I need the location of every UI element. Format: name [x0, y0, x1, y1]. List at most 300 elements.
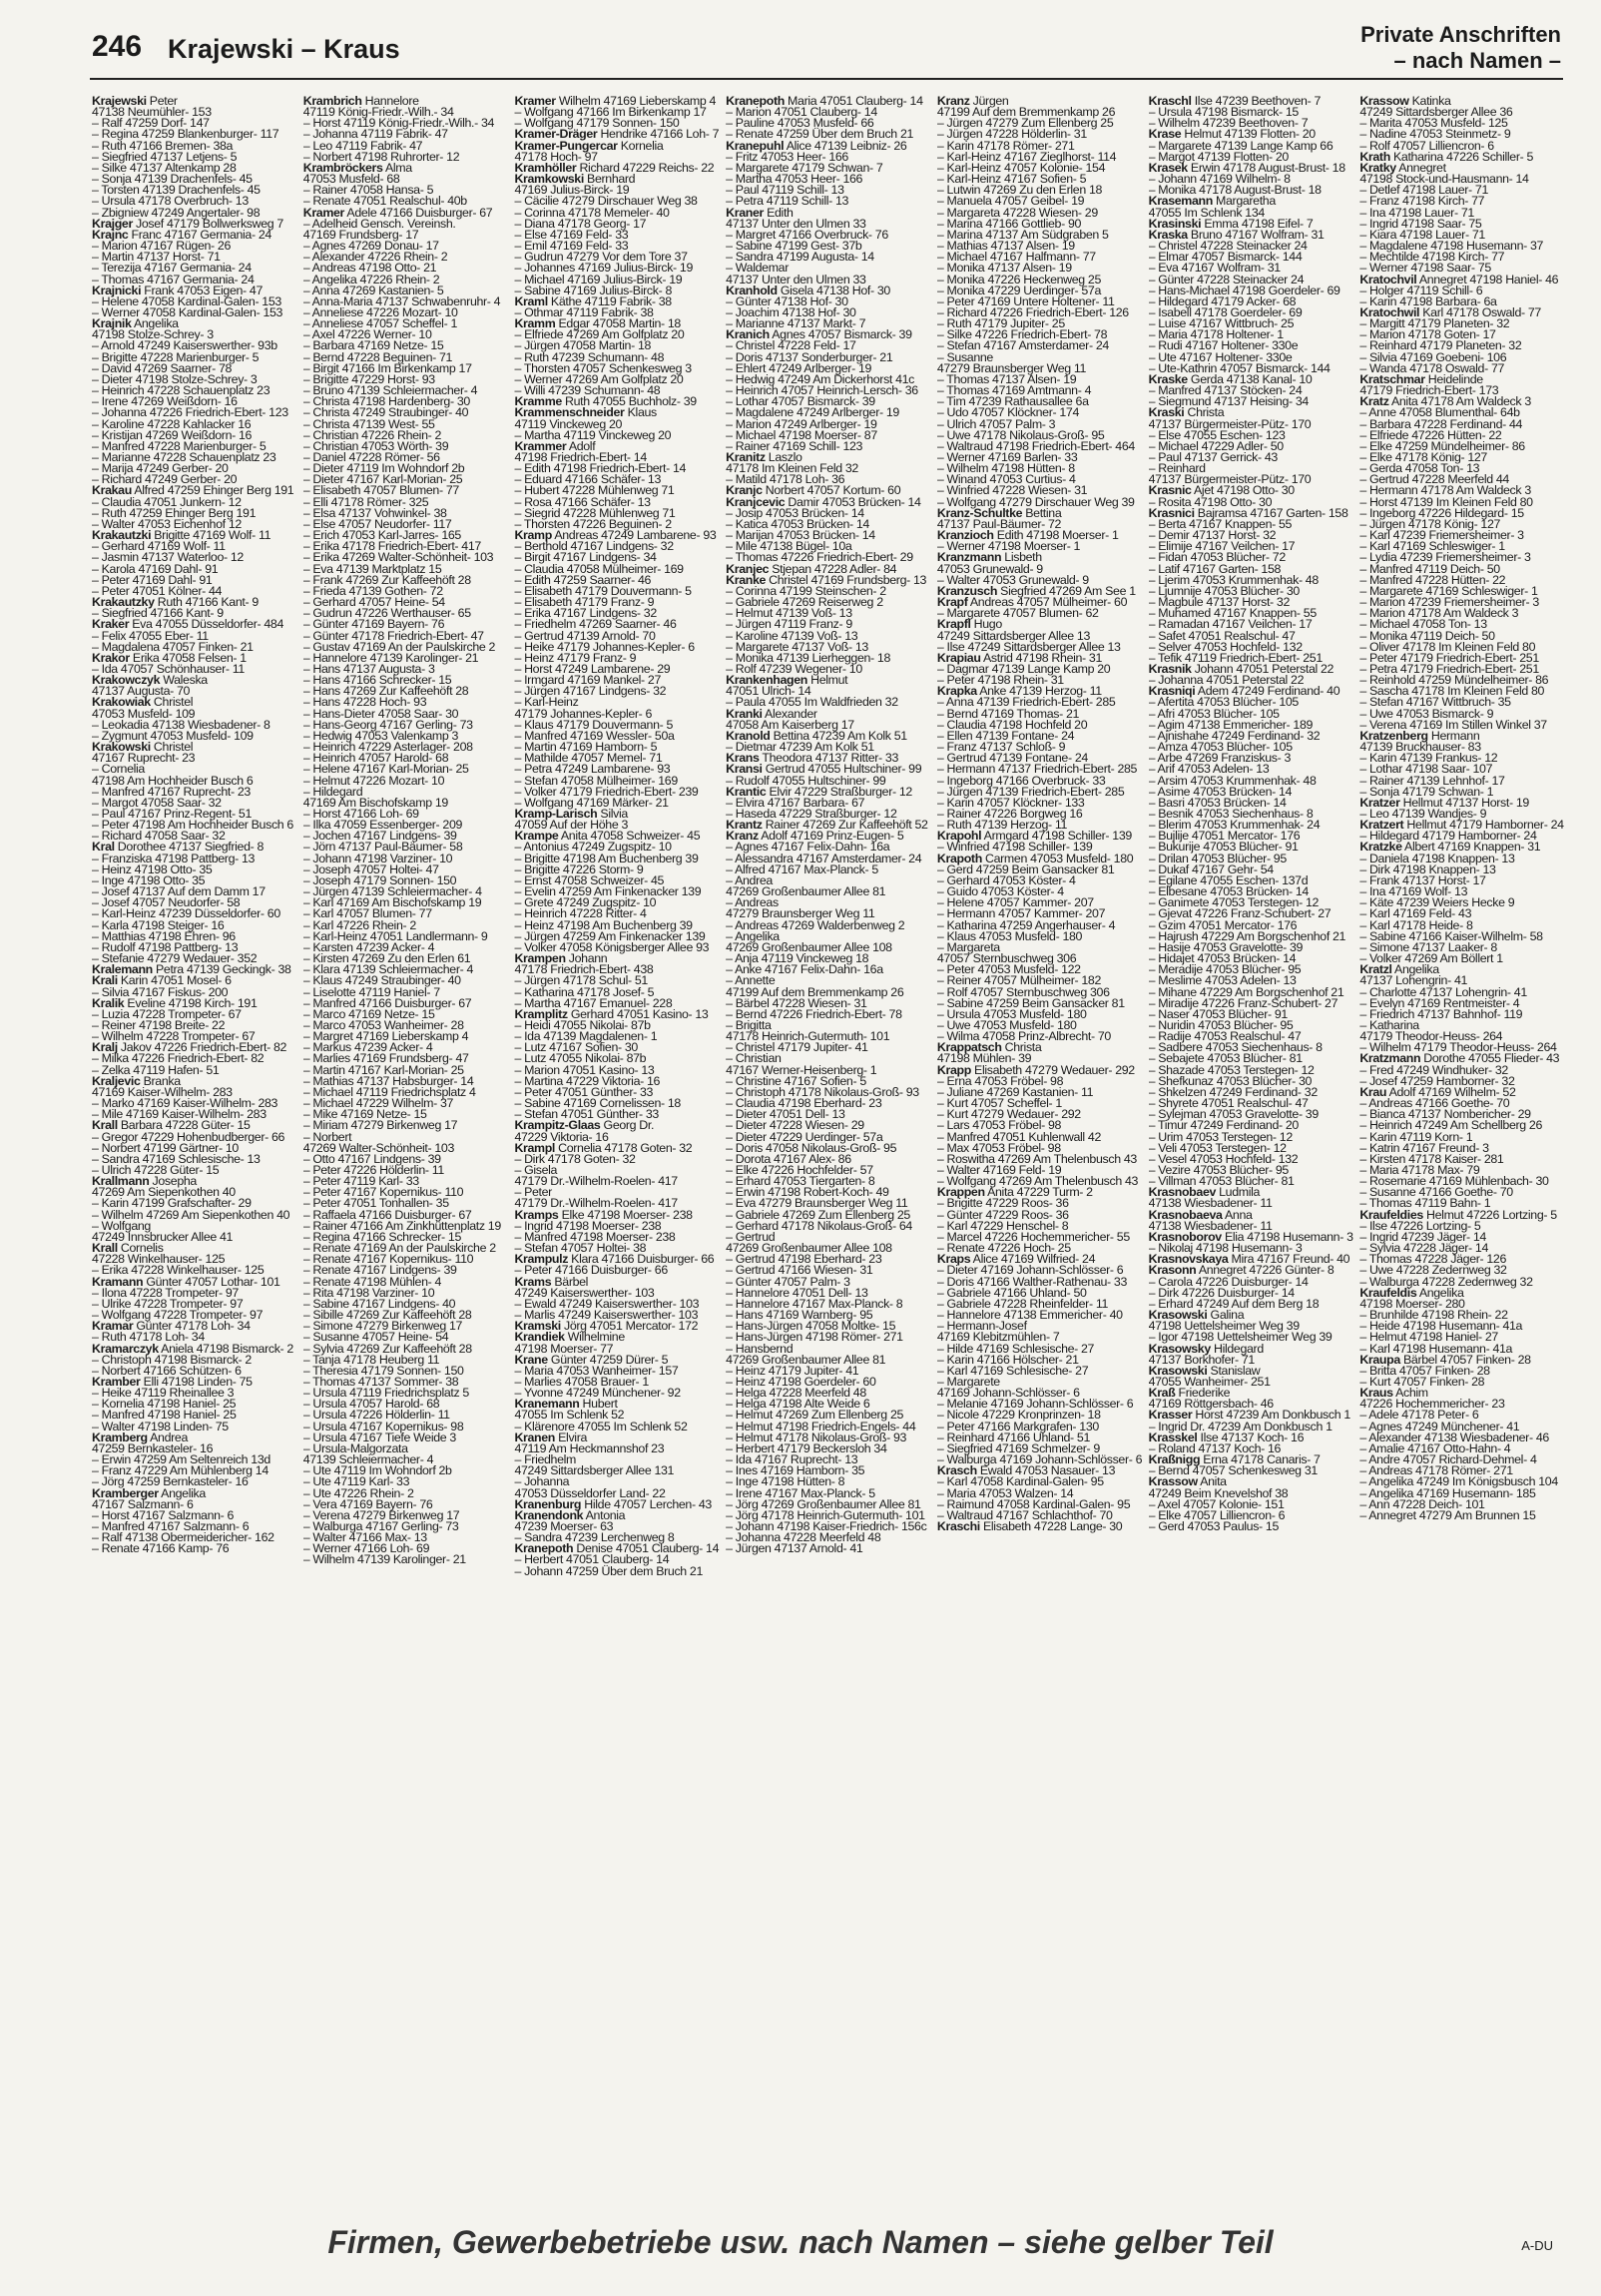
directory-entry: – Irmgard 47169 Mankel- 27: [514, 673, 661, 688]
directory-entry: Krammenschneider Klaus: [514, 405, 657, 420]
directory-entry: – Heinz 47179 Jupiter- 41: [726, 1363, 859, 1378]
directory-entry: – Andreas 47269 Walderbenweg 2: [726, 917, 905, 932]
directory-entry: – Marco 47053 Wanheimer- 28: [302, 1017, 464, 1032]
directory-entry: – Alexander 47226 Rhein- 2: [302, 250, 448, 265]
directory-entry: – Kirsten 47178 Kaiser- 281: [1359, 1151, 1504, 1166]
directory-entry: – Reiner 47198 Breite- 22: [92, 1017, 226, 1032]
directory-entry: Krasskel Ilse 47137 Koch- 16: [1148, 1430, 1305, 1444]
directory-entry: – Charlotte 47137 Lohengrin- 41: [1359, 984, 1527, 999]
directory-entry: – Marina 47166 Gottlieb- 90: [936, 216, 1082, 231]
directory-entry: – Norbert 47198 Ruhrorter- 12: [302, 149, 460, 164]
directory-entry: – Mile 47138 Bügel- 10a: [726, 539, 852, 554]
directory-entry: – Verena 47169 Im Stillen Winkel 37: [1359, 717, 1547, 732]
directory-entry: Kramar Günter 47178 Loh- 34: [92, 1319, 251, 1334]
directory-entry: – Hildegard 47179 Acker- 68: [1148, 293, 1297, 308]
directory-entry: – Karoline 47228 Kahlacker 16: [92, 416, 252, 431]
directory-entry: – Luise 47167 Wittbruch- 25: [1148, 316, 1295, 331]
directory-entry: – Safet 47051 Realschul- 47: [1148, 628, 1296, 643]
directory-entry: Krakautzki Brigitte 47169 Wolf- 11: [92, 528, 271, 543]
directory-entry: – Anja 47119 Vinckeweg 18: [726, 951, 869, 966]
directory-entry: Kranz-Schultke Bettina: [936, 505, 1062, 520]
directory-entry: Krath Katharina 47226 Schiller- 5: [1359, 149, 1534, 164]
directory-entry: – Liselotte 47119 Haniel- 7: [302, 984, 440, 999]
directory-entry: Krapf Andreas 47057 Mülheimer- 60: [936, 595, 1128, 610]
directory-entry: – Ljumnije 47053 Blücher- 30: [1148, 583, 1300, 598]
directory-entry: – Kurt 47057 Scheffel- 1: [936, 1096, 1062, 1111]
directory-entry: – Ute 47119 Im Wohndorf 2b: [302, 1463, 452, 1478]
directory-entry: Krapp Elisabeth 47279 Wedauer- 292: [936, 1062, 1135, 1077]
directory-entry: – Gabriele 47269 Reiserweg 2: [726, 595, 883, 610]
directory-entry: – Britta 47057 Finken- 28: [1359, 1363, 1490, 1378]
directory-entry: – Magdalene 47249 Arlberger- 19: [726, 405, 899, 420]
directory-entry: – Walter 47166 Max- 13: [302, 1530, 427, 1545]
directory-entry: – Karl 47169 Am Bischofskamp 19: [302, 895, 482, 910]
directory-entry: – Hajrush 47229 Am Borgschenhof 21: [1148, 928, 1346, 943]
directory-entry: – Ute-Kathrin 47057 Bismarck- 144: [1148, 360, 1331, 375]
directory-entry: – Ina 47198 Lauer- 71: [1359, 205, 1474, 220]
directory-entry: – Gertrud 47139 Arnold- 70: [514, 628, 656, 643]
directory-entry: – Rudolf 47055 Hultschiner- 99: [726, 773, 886, 788]
directory-entry: – Sabine 47259 Beim Gansacker 81: [936, 995, 1125, 1010]
directory-entry: – Marion 47249 Arlberger- 19: [726, 416, 877, 431]
directory-entry: – Franz 47229 Am Mühlenberg 14: [92, 1463, 268, 1478]
directory-entry: – Karin 47166 Hölscher- 21: [936, 1352, 1079, 1367]
directory-entry: – Jörn 47137 Paul-Bäumer- 58: [302, 840, 463, 855]
directory-entry: – Uwe 47053 Musfeld- 180: [936, 1017, 1077, 1032]
directory-entry: – Thomas 47119 Bahn- 1: [1359, 1196, 1491, 1211]
directory-entry: Kranzusch Siegfried 47269 Am See 1: [936, 583, 1136, 598]
directory-entry: – Ruth 47178 Loh- 34: [92, 1330, 205, 1345]
directory-entry: Krallmann Josepha: [92, 1174, 197, 1189]
directory-entry: – Ingrid 47198 Saar- 75: [1359, 216, 1482, 231]
directory-entry: – Wanda 47178 Oswald- 77: [1359, 360, 1505, 375]
directory-entry: Kratzke Albert 47169 Knappen- 31: [1359, 840, 1541, 855]
directory-entry: Krasnik Johann 47051 Peterstal 22: [1148, 661, 1334, 676]
directory-entry: – Rudi 47167 Holtener- 330e: [1148, 338, 1299, 353]
directory-entry: – Walburga 47228 Zedernweg 32: [1359, 1274, 1533, 1289]
directory-entry: Krasch Ewald 47053 Nasauer- 13: [936, 1463, 1116, 1478]
directory-entry: – Susanne 47057 Heine- 54: [302, 1330, 449, 1345]
directory-entry: – Vesel 47053 Hochfeld- 132: [1148, 1151, 1299, 1166]
directory-entry: – Heide 47198 Husemann- 41a: [1359, 1319, 1523, 1334]
directory-entry: – Sabine 47169 Julius-Birck- 8: [514, 283, 672, 297]
directory-entry: – Johanna 47226 Friedrich-Ebert- 123: [92, 405, 288, 420]
directory-entry: – Corinna 47178 Memeler- 40: [514, 205, 670, 220]
directory-entry: – Dieter 47198 Stolze-Schrey- 3: [92, 371, 258, 386]
directory-entry: – Dieter 47229 Uerdinger- 57a: [726, 1129, 883, 1144]
directory-entry: – Udo 47057 Klöckner- 174: [936, 405, 1079, 420]
directory-entry: – Sandra 47199 Augusta- 14: [726, 250, 874, 265]
directory-entry: – Veli 47053 Terstegen- 12: [1148, 1140, 1287, 1155]
directory-entry: – Helga 47228 Meerfeld 48: [726, 1386, 866, 1401]
directory-entry: – Walter 47198 Linden- 75: [92, 1419, 229, 1434]
directory-entry: – Franziska 47198 Pattberg- 13: [92, 851, 256, 865]
directory-entry: – Martin 47167 Karl-Morian- 25: [302, 1062, 464, 1077]
directory-entry: – Christoph 47178 Nikolaus-Groß- 93: [726, 1084, 919, 1099]
directory-entry: Kramplitz Gerhard 47051 Kasino- 13: [514, 1006, 709, 1021]
directory-entry: – Gzim 47051 Mercator- 176: [1148, 917, 1298, 932]
directory-entry: – Ann 47228 Deich- 101: [1359, 1496, 1485, 1511]
directory-entry: – Drilan 47053 Blücher- 95: [1148, 851, 1287, 865]
directory-entry: – Rita 47198 Varziner- 10: [302, 1285, 435, 1300]
directory-entry: – Hans 47166 Schrecker- 15: [302, 673, 452, 688]
directory-entry: 47178 Im Kleinen Feld 32: [726, 461, 858, 476]
directory-entry: – Günter 47178 Friedrich-Ebert- 47: [302, 628, 484, 643]
directory-entry: – Demir 47137 Horst- 32: [1148, 528, 1277, 543]
directory-entry: – Doris 47137 Sonderburger- 21: [726, 349, 893, 364]
directory-entry: – Paula 47055 Im Waldfrieden 32: [726, 695, 898, 710]
directory-entry: – Bruno 47139 Schleiermacher- 4: [302, 383, 478, 398]
directory-entry: Kramer Wilhelm 47169 Lieberskamp 4: [514, 96, 717, 108]
directory-entry: – Katrin 47167 Freund- 3: [1359, 1140, 1489, 1155]
directory-entry: – Marion 47178 Am Waldeck 3: [1359, 606, 1519, 621]
directory-entry: – Vezire 47053 Blücher- 95: [1148, 1163, 1289, 1177]
directory-entry: – Anneliese 47226 Mozart- 10: [302, 304, 458, 319]
directory-entry: – Andreas 47198 Otto- 21: [302, 261, 437, 276]
directory-entry: – Ursula 47167 Kopernikus- 98: [302, 1419, 464, 1434]
directory-entry: 47229 Viktoria- 16: [514, 1129, 609, 1144]
directory-entry: – Grete 47249 Zugspitz- 10: [514, 895, 657, 910]
directory-entry: – Gerhard 47053 Köster- 4: [936, 872, 1076, 887]
directory-entry: – Christa 47198 Hardenberg- 30: [302, 394, 470, 409]
directory-entry: 47167 Ruprecht- 23: [92, 751, 196, 766]
directory-entry: Krasonn Annegret 47226 Günter- 8: [1148, 1263, 1334, 1278]
directory-entry: Krasowski Galina: [1148, 1308, 1245, 1323]
directory-entry: – Gabriele 47166 Uhland- 50: [936, 1285, 1087, 1300]
directory-entry: – Tim 47239 Rathausallee 6a: [936, 394, 1089, 409]
directory-entry: – Barbara 47169 Netze- 15: [302, 338, 444, 353]
directory-entry: – Brigitta: [726, 1017, 772, 1032]
directory-entry: – Paul 47119 Schill- 13: [726, 183, 844, 198]
directory-entry: – Inge 47198 Hütten- 8: [726, 1474, 845, 1489]
directory-entry: 47179 Dr.-Wilhelm-Roelen- 417: [514, 1196, 678, 1211]
directory-entry: Krampulz Klara 47166 Duisburger- 66: [514, 1252, 715, 1267]
directory-entry: – Blerim 47053 Krummenhak- 24: [1148, 818, 1321, 833]
directory-entry: – Margot 47139 Flotten- 20: [1148, 149, 1289, 164]
directory-column: [1359, 96, 1565, 2212]
directory-entry: – Leo 47139 Wandjes- 9: [1359, 807, 1487, 821]
directory-entry: – Axel 47057 Kolonie- 151: [1148, 1496, 1285, 1511]
directory-entry: Krajewski Peter: [92, 96, 178, 108]
directory-entry: – Ernst 47058 Schweizer- 45: [514, 872, 665, 887]
directory-entry: 47137 Bürgermeister-Pütz- 170: [1148, 472, 1312, 487]
directory-entry: – Annette: [726, 973, 776, 988]
directory-entry: 47169 Am Bischofskamp 19: [302, 795, 448, 810]
directory-entry: – Lothar 47198 Saar- 107: [1359, 762, 1493, 777]
directory-entry: – Renate 47226 Hoch- 25: [936, 1241, 1071, 1256]
directory-entry: – Ruth 47239 Schumann- 48: [514, 349, 665, 364]
directory-entry: – Peter 47169 Untere Holtener- 11: [936, 293, 1115, 308]
directory-entry: – Urim 47053 Terstegen- 12: [1148, 1129, 1293, 1144]
directory-entry: – Hermann 47137 Friedrich-Ebert- 285: [936, 762, 1138, 777]
directory-entry: 47137 Bürgermeister-Pütz- 170: [1148, 416, 1312, 431]
directory-entry: – Christoph 47198 Bismarck- 2: [92, 1352, 252, 1367]
directory-entry: – Ursula 47198 Bismarck- 15: [1148, 105, 1299, 120]
directory-entry: – Amza 47053 Blücher- 105: [1148, 740, 1293, 755]
directory-entry: – Siegfried 47137 Letjens- 5: [92, 149, 238, 164]
directory-entry: – Magdalene 47198 Husemann- 37: [1359, 239, 1544, 254]
directory-entry: – Friedrich 47137 Bahnhof- 119: [1359, 1006, 1523, 1021]
directory-entry: – Diana 47178 Georg- 17: [514, 216, 647, 231]
directory-column: [726, 96, 931, 2212]
directory-entry: – Bukurije 47053 Blücher- 91: [1148, 840, 1299, 855]
directory-entry: Kral Dorothee 47137 Siegfried- 8: [92, 840, 265, 855]
directory-entry: – Rainer 47166 Am Zinkhüttenplatz 19: [302, 1218, 501, 1233]
directory-entry: – Maria 47178 Holtener- 1: [1148, 327, 1284, 342]
directory-entry: – Vera 47169 Bayern- 76: [302, 1496, 433, 1511]
directory-entry: Kramski Jörg 47051 Mercator- 172: [514, 1319, 699, 1334]
directory-entry: – Axel 47226 Werner- 10: [302, 327, 432, 342]
directory-entry: – Johanna: [514, 1474, 570, 1489]
directory-entry: – Susanne: [936, 349, 993, 364]
directory-entry: – Kurt 47057 Finken- 28: [1359, 1374, 1485, 1389]
directory-entry: – Manfred 47167 Ruprecht- 23: [92, 784, 251, 799]
directory-entry: – Susanne 47166 Goethe- 70: [1359, 1185, 1513, 1200]
directory-entry: 47198 Stolze-Schrey- 3: [92, 327, 214, 342]
directory-entry: 47053 Düsseldorfer Land- 22: [514, 1485, 666, 1500]
directory-entry: – Hans-Michael 47198 Goerdeler- 69: [1148, 283, 1340, 297]
directory-entry: – Winand 47053 Curtius- 4: [936, 472, 1076, 487]
directory-entry: – Martin 47169 Hamborn- 5: [514, 740, 658, 755]
directory-entry: – Petra 47179 Friedrich-Ebert- 251: [1359, 661, 1539, 676]
directory-entry: Krans Theodora 47137 Ritter- 33: [726, 751, 898, 766]
directory-entry: – Joseph 47057 Holtei- 47: [302, 861, 439, 876]
directory-entry: – Mathias 47137 Alsen- 19: [936, 239, 1075, 254]
directory-column: [1149, 96, 1354, 2212]
directory-entry: – Claudia 47051 Junkern- 12: [92, 494, 242, 509]
directory-entry: Kramps Elke 47198 Moerser- 238: [514, 1207, 693, 1222]
directory-entry: – Erhard 47053 Tiergarten- 8: [726, 1174, 875, 1189]
directory-entry: – Günter 47169 Bayern- 76: [302, 617, 445, 632]
directory-entry: – Zygmunt 47053 Musfeld- 109: [92, 728, 254, 743]
directory-entry: Krajnc Franc 47167 Germania- 24: [92, 227, 271, 242]
directory-entry: – Ursula 47167 Tiefe Weide 3: [302, 1430, 456, 1444]
directory-entry: – Karl-Heinz 47051 Landlermann- 9: [302, 928, 488, 943]
directory-entry: Kraufeldis Angelika: [1359, 1285, 1464, 1300]
directory-entry: Krapoth Carmen 47053 Musfeld- 180: [936, 851, 1134, 865]
directory-entry: – Cornelia: [92, 762, 145, 777]
directory-entry: Kramberger Angelika: [92, 1485, 206, 1500]
directory-entry: – Dirk 47198 Knappen- 13: [1359, 861, 1496, 876]
directory-entry: – Else 47169 Feld- 33: [514, 227, 629, 242]
directory-entry: – Anna 47139 Friedrich-Ebert- 285: [936, 695, 1116, 710]
directory-entry: Kraßnigg Erna 47178 Canaris- 7: [1148, 1452, 1321, 1467]
directory-entry: Kramm Edgar 47058 Martin- 18: [514, 316, 681, 331]
directory-entry: – Erika 47269 Walter-Schönheit- 103: [302, 550, 494, 565]
directory-entry: – Jürgen 47178 Schul- 51: [514, 973, 648, 988]
directory-entry: Kraske Gerda 47138 Kanal- 10: [1148, 371, 1313, 386]
directory-entry: – Johann 47169 Wilhelm- 8: [1148, 172, 1291, 187]
directory-entry: – Waldemar: [726, 261, 789, 276]
directory-entry: – Miriam 47279 Birkenweg 17: [302, 1118, 458, 1133]
directory-entry: Krapohl Armgard 47198 Schiller- 139: [936, 829, 1132, 844]
directory-entry: – Christian 47226 Rhein- 2: [302, 427, 442, 442]
directory-entry: – Karl 47058 Kardinal-Galen- 95: [936, 1474, 1104, 1489]
directory-entry: – Manfred 47228 Marienburger- 5: [92, 438, 267, 453]
directory-entry: Krakowczyk Waleska: [92, 673, 208, 688]
directory-entry: – Stefan 47051 Günther- 33: [514, 1107, 659, 1122]
directory-entry: – Edith 47198 Friedrich-Ebert- 14: [514, 461, 687, 476]
directory-entry: – Silke 47137 Altenkamp 28: [92, 160, 237, 175]
directory-entry: – Christel 47228 Feld- 17: [726, 338, 856, 353]
directory-entry: – Walter 47053 Grunewald- 9: [936, 572, 1089, 587]
directory-entry: – Erich 47053 Karl-Jarres- 165: [302, 528, 461, 543]
directory-entry: – Ingrid Dr. 47239 Am Donkbusch 1: [1148, 1419, 1333, 1434]
directory-entry: – Hubert 47228 Mühlenweg 71: [514, 483, 675, 498]
directory-entry: – Rolf 47057 Lilliencron- 6: [1359, 138, 1494, 153]
directory-entry: Kratschmar Heidelinde: [1359, 371, 1483, 386]
directory-entry: – Wilhelm 47269 Am Siepenkothen 40: [92, 1207, 290, 1222]
directory-entry: – Terezija 47167 Germania- 24: [92, 261, 252, 276]
directory-entry: Kratzer Hellmut 47137 Horst- 19: [1359, 795, 1529, 810]
directory-entry: – Eva 47139 Marktplatz 15: [302, 561, 442, 576]
directory-entry: – Sonja 47139 Drachenfels- 45: [92, 172, 253, 187]
directory-entry: – Werner 47269 Am Golfplatz 20: [514, 371, 684, 386]
directory-entry: – Evelin 47259 Am Finkenacker 139: [514, 884, 702, 899]
directory-entry: Kraschl Ilse 47239 Beethoven- 7: [1148, 96, 1321, 108]
directory-entry: – Volker 47269 Am Böllert 1: [1359, 951, 1503, 966]
directory-entry: – Christel 47179 Jupiter- 41: [726, 1040, 868, 1055]
directory-entry: – Christel 47228 Steinacker 24: [1148, 239, 1308, 254]
directory-entry: – Sandra 47239 Lerchenweg 8: [514, 1530, 675, 1545]
directory-entry: Krasnic Ajet 47198 Otto- 30: [1148, 483, 1295, 498]
directory-entry: – Jürgen 47139 Schleiermacher- 4: [302, 884, 482, 899]
directory-entry: Krapfl Hugo: [936, 617, 1002, 632]
directory-entry: – Doris 47166 Walther-Rathenau- 33: [936, 1274, 1128, 1289]
directory-entry: – Dieter 47169 Johann-Schlösser- 6: [936, 1263, 1124, 1278]
directory-entry: Kraß Friederike: [1148, 1386, 1231, 1401]
directory-entry: – Renate 47169 An der Paulskirche 2: [302, 1241, 496, 1256]
directory-entry: – Helene 47058 Kardinal-Galen- 153: [92, 293, 281, 308]
directory-entry: – Ursula-Malgorzata: [302, 1440, 408, 1455]
directory-entry: – Hedwig 47053 Valenkamp 3: [302, 728, 459, 743]
directory-entry: – Käte 47239 Weiers Hecke 9: [1359, 895, 1515, 910]
directory-entry: – Antonius 47249 Zugspitz- 10: [514, 840, 672, 855]
directory-entry: – Bujlije 47051 Mercator- 176: [1148, 829, 1301, 844]
directory-entry: – Heinrich 47057 Heinrich-Lersch- 36: [726, 383, 918, 398]
directory-entry: – Horst 47166 Loh- 69: [302, 807, 419, 821]
directory-entry: – Elisabeth 47179 Douvermann- 5: [514, 583, 692, 598]
directory-entry: – Monika 47226 Heckenweg 25: [936, 272, 1102, 287]
directory-entry: – Magbule 47137 Horst- 32: [1148, 595, 1291, 610]
directory-entry: – Karoline 47139 Voß- 13: [726, 628, 858, 643]
directory-entry: – Marina 47137 Am Südgraben 5: [936, 227, 1109, 242]
directory-entry: – Michael 47169 Julius-Birck- 19: [514, 272, 683, 287]
directory-entry: – Thorsten 47057 Schenkesweg 3: [514, 360, 692, 375]
directory-entry: – Fritz 47053 Heer- 166: [726, 149, 848, 164]
directory-entry: – Verena 47279 Birkenweg 17: [302, 1507, 460, 1522]
directory-entry: – Alfred 47167 Max-Planck- 5: [726, 861, 878, 876]
directory-entry: – Ehlert 47249 Arlberger- 19: [726, 360, 872, 375]
directory-entry: – Josef 47137 Auf dem Damm 17: [92, 884, 266, 899]
directory-entry: 47198 Friedrich-Ebert- 14: [514, 450, 647, 464]
directory-entry: – Hannelore 47051 Dell- 13: [726, 1285, 868, 1300]
directory-entry: Krasnoborov Elia 47198 Husemann- 3: [1148, 1229, 1353, 1244]
directory-entry: – Günter 47057 Palm- 3: [726, 1274, 850, 1289]
directory-entry: – Margret 47166 Overbruck- 76: [726, 227, 888, 242]
directory-entry: – Heinz 47198 Am Buchenberg 39: [514, 917, 693, 932]
directory-entry: – Thomas 47226 Friedrich-Ebert- 29: [726, 550, 913, 565]
directory-entry: Kramme Ruth 47055 Buchholz- 39: [514, 394, 697, 409]
directory-entry: – Corinna 47199 Steinschen- 2: [726, 583, 886, 598]
directory-entry: 47119 Am Heckmannshof 23: [514, 1440, 665, 1455]
directory-entry: – Ruth 47259 Ehinger Berg 191: [92, 505, 257, 520]
directory-entry: 47058 Am Kaiserberg 17: [726, 717, 854, 732]
directory-entry: – Herbert 47051 Clauberg- 14: [514, 1552, 670, 1567]
directory-entry: – Sebajete 47053 Blücher- 81: [1148, 1051, 1303, 1066]
directory-entry: – Rudolf 47198 Pattberg- 13: [92, 939, 239, 954]
directory-entry: – Peter: [514, 1185, 552, 1200]
directory-entry: Krau Adolf 47169 Wilhelm- 52: [1359, 1084, 1516, 1099]
directory-entry: – Birgit 47166 Im Birkenkamp 17: [302, 360, 472, 375]
directory-entry: – Monika 47139 Lierheggen- 18: [726, 650, 890, 665]
directory-entry: – Manfred 47169 Wessler- 50a: [514, 728, 675, 743]
directory-entry: Krakau Alfred 47259 Ehinger Berg 191: [92, 483, 294, 498]
directory-entry: – Margarete 47169 Schleswiger- 1: [1359, 583, 1538, 598]
directory-entry: – Wolfgang 47228 Trompeter- 97: [92, 1308, 264, 1323]
directory-entry: Kranendonk Antonia: [514, 1507, 626, 1522]
directory-entry: – Christa 47139 West- 55: [302, 416, 435, 431]
directory-entry: 47119 König-Friedr.-Wilh.- 34: [302, 105, 454, 120]
directory-entry: – Ilse 47249 Sittardsberger Allee 13: [936, 639, 1121, 654]
directory-entry: – Jürgen 47279 Zum Ellenberg 25: [936, 116, 1114, 131]
directory-entry: – Werner 47198 Moerser- 1: [936, 539, 1081, 554]
directory-entry: – Elli 47178 Römer- 325: [302, 494, 429, 509]
directory-entry: – Dieter 47167 Karl-Morian- 25: [302, 472, 463, 487]
directory-entry: – Wolfgang 47179 Sonnen- 150: [514, 116, 680, 131]
directory-entry: 47259 Bernkasteler- 16: [92, 1440, 214, 1455]
directory-entry: – Nuridin 47053 Blücher- 95: [1148, 1017, 1294, 1032]
directory-entry: – Siegmund 47137 Heising- 34: [1148, 394, 1309, 409]
directory-entry: 47198 Moerser- 77: [514, 1341, 614, 1356]
directory-entry: – Werner 47169 Barlen- 33: [936, 450, 1078, 464]
directory-entry: Krantz Rainer 47269 Zur Kaffeehöft 52: [726, 818, 928, 833]
directory-entry: – Peter 47051 Tonhallen- 35: [302, 1196, 449, 1211]
directory-entry: – Otto 47167 Lindgens- 39: [302, 1151, 441, 1166]
directory-entry: – Andre 47057 Richard-Dehmel- 4: [1359, 1452, 1537, 1467]
directory-entry: – Dieter 47228 Wiesen- 29: [726, 1118, 864, 1133]
directory-entry: – Adelheid Gensch. Vereinsh.: [302, 216, 456, 231]
directory-entry: – Jörg 47269 Großenbaumer Allee 81: [726, 1496, 921, 1511]
directory-entry: – Gertrud: [726, 1229, 776, 1244]
directory-entry: Krasnobaev Ludmila: [1148, 1185, 1261, 1200]
directory-entry: – Jürgen 47178 König- 127: [1359, 516, 1501, 531]
directory-entry: – Jörg 47259 Bernkasteler- 16: [92, 1474, 249, 1489]
directory-entry: 47137 Borkhofer- 71: [1148, 1352, 1255, 1367]
directory-entry: – Simone 47279 Birkenweg 17: [302, 1319, 463, 1334]
directory-entry: – Siegrid 47228 Mühlenweg 71: [514, 505, 676, 520]
directory-entry: – Dirk 47178 Goten- 32: [514, 1151, 636, 1166]
directory-entry: Krankenhagen Helmut: [726, 673, 848, 688]
directory-entry: – Heinrich 47228 Ritter- 4: [514, 906, 647, 921]
directory-entry: – Ljerim 47053 Krummenhak- 48: [1148, 572, 1319, 587]
directory-entry: – Katica 47053 Brücken- 14: [726, 516, 869, 531]
directory-entry: – Karin 47057 Klöckner- 133: [936, 795, 1085, 810]
directory-entry: – Reinhard 47166 Uhland- 51: [936, 1430, 1090, 1444]
directory-entry: – Timur 47249 Ferdinand- 20: [1148, 1118, 1299, 1133]
directory-entry: – Shefkunaz 47053 Blücher- 30: [1148, 1073, 1313, 1088]
directory-entry: – Hans 47269 Zur Kaffeehöft 28: [302, 684, 469, 699]
directory-entry: – Karl 47198 Husemann- 41a: [1359, 1341, 1513, 1356]
directory-entry: – Meslime 47053 Adelen- 13: [1148, 973, 1297, 988]
directory-entry: – Ulrich 47228 Güter- 15: [92, 1163, 220, 1177]
directory-entry: Kraljevic Branka: [92, 1073, 181, 1088]
directory-entry: Krane Günter 47259 Dürer- 5: [514, 1352, 669, 1367]
directory-entry: – Renate 47166 Kamp- 76: [92, 1541, 230, 1556]
directory-entry: – Petra 47119 Schill- 13: [726, 194, 849, 209]
directory-entry: Kraps Alice 47169 Wilfried- 24: [936, 1252, 1096, 1267]
directory-entry: – Michael 47229 Wilhelm- 37: [302, 1096, 454, 1111]
